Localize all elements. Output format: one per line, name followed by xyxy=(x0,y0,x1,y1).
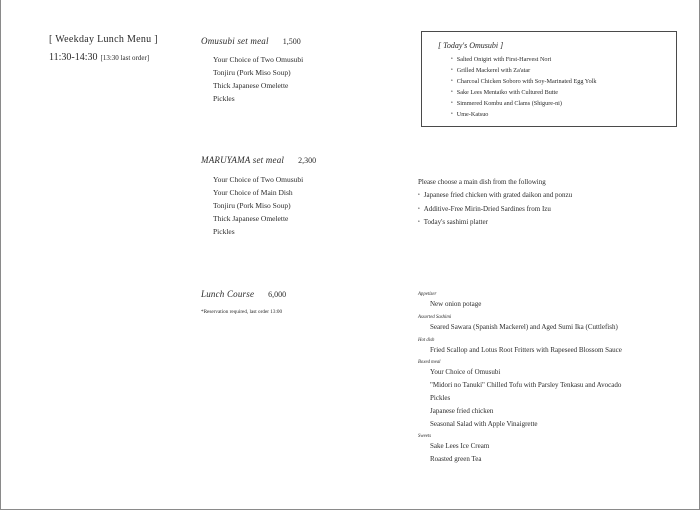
lunch-course-price: 6,000 xyxy=(268,290,287,299)
menu-title: [ Weekday Lunch Menu ] xyxy=(49,34,158,45)
course-category: Boxed meal xyxy=(418,360,441,366)
bullet-icon: • xyxy=(418,192,420,198)
bullet-icon: • xyxy=(418,206,420,212)
lunch-course-name: Lunch Course xyxy=(201,289,255,299)
lunch-course-sections xyxy=(418,288,688,466)
omusubi-name: Ume-Katsuo xyxy=(456,110,489,118)
omusubi-name: Charcoal Chicken Soboro with Soy-Marinated Egg Yolk xyxy=(456,77,597,85)
list-item: Pickles xyxy=(213,227,235,236)
omusubi-set-price: 1,500 xyxy=(282,37,301,46)
list-item xyxy=(418,203,572,217)
bullet-icon: • xyxy=(451,100,453,106)
maruyama-set-price: 2,300 xyxy=(298,156,317,165)
course-category: Appetizer xyxy=(418,292,437,297)
course-category: Hot dish xyxy=(418,337,435,343)
todays-omusubi-title: [ Today's Omusubi ] xyxy=(438,41,504,50)
list-item: Thick Japanese Omelette xyxy=(213,214,289,223)
course-dish: New onion potage xyxy=(430,300,482,308)
omusubi-set-items xyxy=(213,53,303,105)
course-dish: Fried Scallop and Lotus Root Fritters with Rapeseed Blossom Sauce xyxy=(430,345,622,354)
course-dish: Your Choice of Omusubi xyxy=(430,368,501,377)
main-dish-choices xyxy=(418,176,572,230)
bullet-icon: • xyxy=(451,111,453,117)
course-dish: Seasonal Salad with Apple Vinaigrette xyxy=(430,419,538,428)
list-item xyxy=(451,77,596,88)
course-category: Assorted Sashimi xyxy=(418,314,452,320)
maruyama-set-name: MARUYAMA set meal xyxy=(201,155,285,165)
list-item xyxy=(418,189,572,203)
list-item: Your Choice of Two Omusubi xyxy=(213,175,304,184)
main-dish-name: Japanese fried chicken with grated daikon and ponzu xyxy=(423,190,573,199)
list-item: Pickles xyxy=(213,94,235,103)
todays-omusubi-list xyxy=(451,55,596,120)
list-item: Tonjiru (Pork Miso Soup) xyxy=(213,201,291,210)
todays-omusubi-box xyxy=(421,31,677,127)
list-item xyxy=(451,55,596,66)
bullet-icon: • xyxy=(451,78,453,84)
list-item xyxy=(451,99,596,110)
omusubi-name: Grilled Mackerel with Za'atar xyxy=(456,66,531,74)
omusubi-name: Sake Lees Mentaiko with Cultured Butte xyxy=(456,88,558,96)
maruyama-set-items xyxy=(213,173,303,238)
main-dish-name: Additive-Free Mirin-Dried Sardines from Izu xyxy=(423,204,551,213)
list-item: Your Choice of Main Dish xyxy=(213,188,293,197)
last-order-text: [13:30 last order] xyxy=(100,54,150,62)
omusubi-set-name: Omusubi set meal xyxy=(201,36,269,46)
list-item: Tonjiru (Pork Miso Soup) xyxy=(213,68,291,77)
main-dish-name: Today's sashimi platter xyxy=(423,218,488,227)
list-item xyxy=(451,110,596,121)
list-item xyxy=(418,216,572,230)
course-dish: "Midori no Tanuki" Chilled Tofu with Parsley Tenkasu and Avocado xyxy=(430,381,622,390)
omusubi-name: Salted Onigiri with First-Harvest Nori xyxy=(456,56,552,63)
opening-hours xyxy=(49,52,149,63)
list-item: Your Choice of Two Omusubi xyxy=(213,55,304,64)
main-dish-intro: Please choose a main dish from the following xyxy=(418,178,546,186)
maruyama-set-header xyxy=(201,155,316,165)
bullet-icon: • xyxy=(451,67,453,73)
list-item xyxy=(451,88,596,99)
bullet-icon: • xyxy=(451,89,453,95)
course-dish: Roasted green Tea xyxy=(430,455,482,464)
list-item: Thick Japanese Omelette xyxy=(213,81,289,90)
course-dish: Seared Sawara (Spanish Mackerel) and Aged Sumi Ika (Cuttlefish) xyxy=(430,322,618,331)
reservation-note: *Reservation required, last order 13:00 xyxy=(201,309,283,315)
bullet-icon: • xyxy=(451,57,453,62)
lunch-course-header xyxy=(201,289,286,299)
omusubi-name: Simmered Kombu and Clams (Shigure-ni) xyxy=(456,99,562,107)
omusubi-set-header xyxy=(201,36,301,46)
course-category: Sweets xyxy=(418,434,432,440)
bullet-icon: • xyxy=(418,220,420,226)
course-dish: Japanese fried chicken xyxy=(430,406,494,415)
list-item xyxy=(451,66,596,77)
hours-text: 11:30-14:30 xyxy=(49,52,98,63)
course-dish: Sake Lees Ice Cream xyxy=(430,442,490,451)
course-dish: Pickles xyxy=(430,393,451,402)
